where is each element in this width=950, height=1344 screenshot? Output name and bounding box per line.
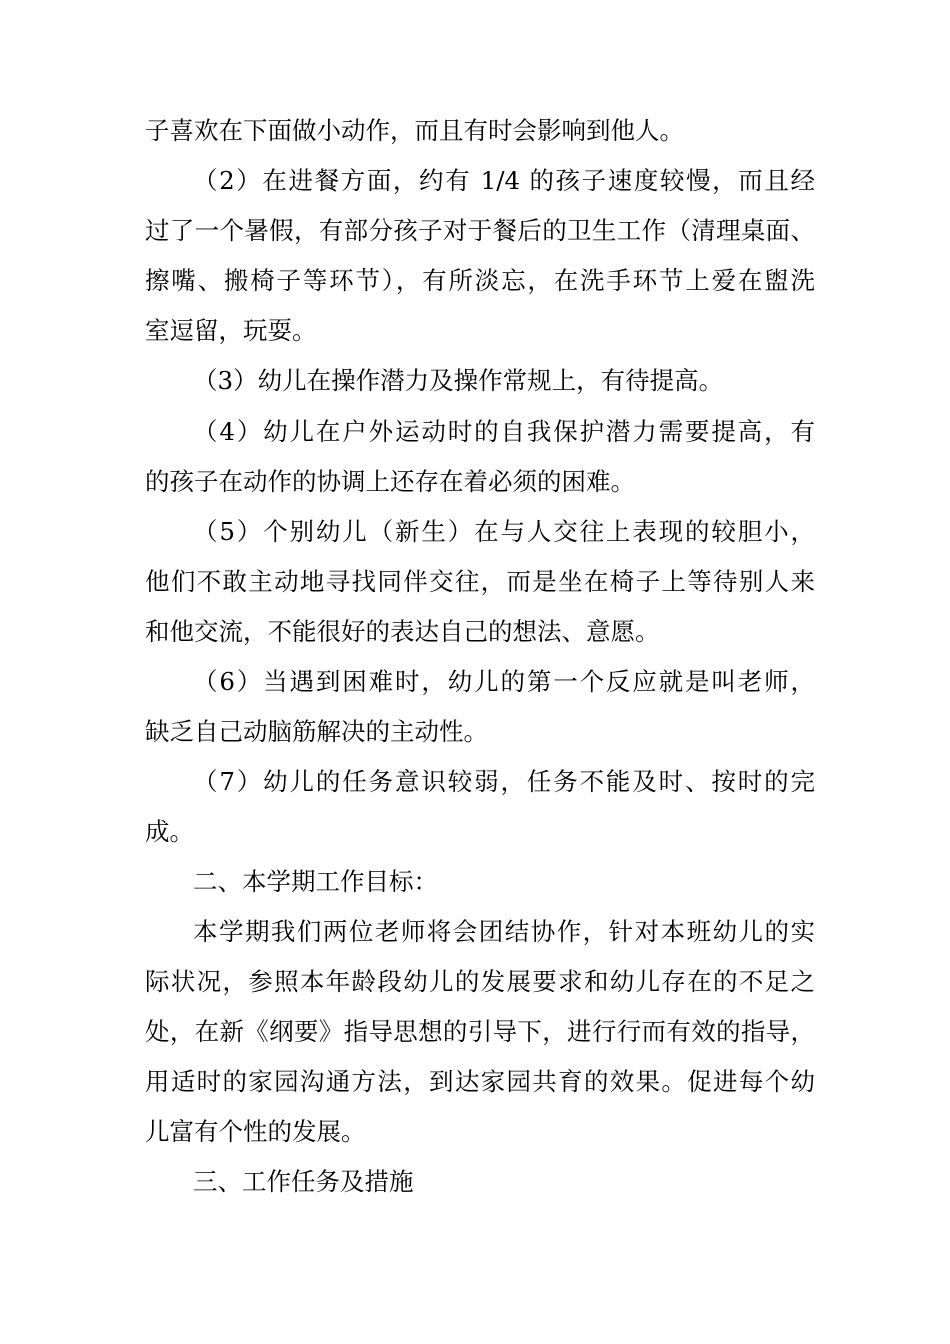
text-line-11: 和他交流，不能很好的表达自己的想法、意愿。 [145,617,660,646]
text-line-21: 儿富有个性的发展。 [145,1117,366,1146]
text-line-13: 缺乏自己动脑筋解决的主动性。 [145,717,488,746]
section-heading-2: 二、本学期工作目标： [193,867,438,896]
text-line-4: 擦嘴、搬椅子等环节），有所淡忘，在洗手环节上爱在盥洗 [145,266,815,295]
text-line-14: （7）幼儿的任务意识较弱，任务不能及时、按时的完 [193,767,815,796]
text-line-20: 用适时的家园沟通方法，到达家园共育的效果。促进每个幼 [145,1067,815,1096]
text-line-18: 际状况，参照本年龄段幼儿的发展要求和幼儿存在的不足之 [145,967,815,996]
text-line-3: 过了一个暑假，有部分孩子对于餐后的卫生工作（清理桌面、 [145,216,815,245]
text-line-2: （2）在进餐方面，约有 1/4 的孩子速度较慢，而且经 [193,166,815,195]
text-line-17: 本学期我们两位老师将会团结协作，针对本班幼儿的实 [193,917,815,946]
text-line-5: 室逗留，玩耍。 [145,316,317,345]
text-line-10: 他们不敢主动地寻找同伴交往，而是坐在椅子上等待别人来 [145,567,815,596]
text-line-12: （6）当遇到困难时，幼儿的第一个反应就是叫老师， [193,667,815,696]
text-line-15: 成。 [145,817,194,846]
text-line-9: （5）个别幼儿（新生）在与人交往上表现的较胆小， [193,517,815,546]
text-line-8: 的孩子在动作的协调上还存在着必须的困难。 [145,467,635,496]
text-line-6: （3）幼儿在操作潜力及操作常规上，有待提高。 [193,366,724,395]
text-line-7: （4）幼儿在户外运动时的自我保护潜力需要提高，有 [193,417,815,446]
text-line-1: 子喜欢在下面做小动作，而且有时会影响到他人。 [145,116,684,145]
section-heading-3: 三、工作任务及措施 [193,1167,414,1196]
text-line-19: 处，在新《纲要》指导思想的引导下，进行行而有效的指导， [145,1017,815,1046]
